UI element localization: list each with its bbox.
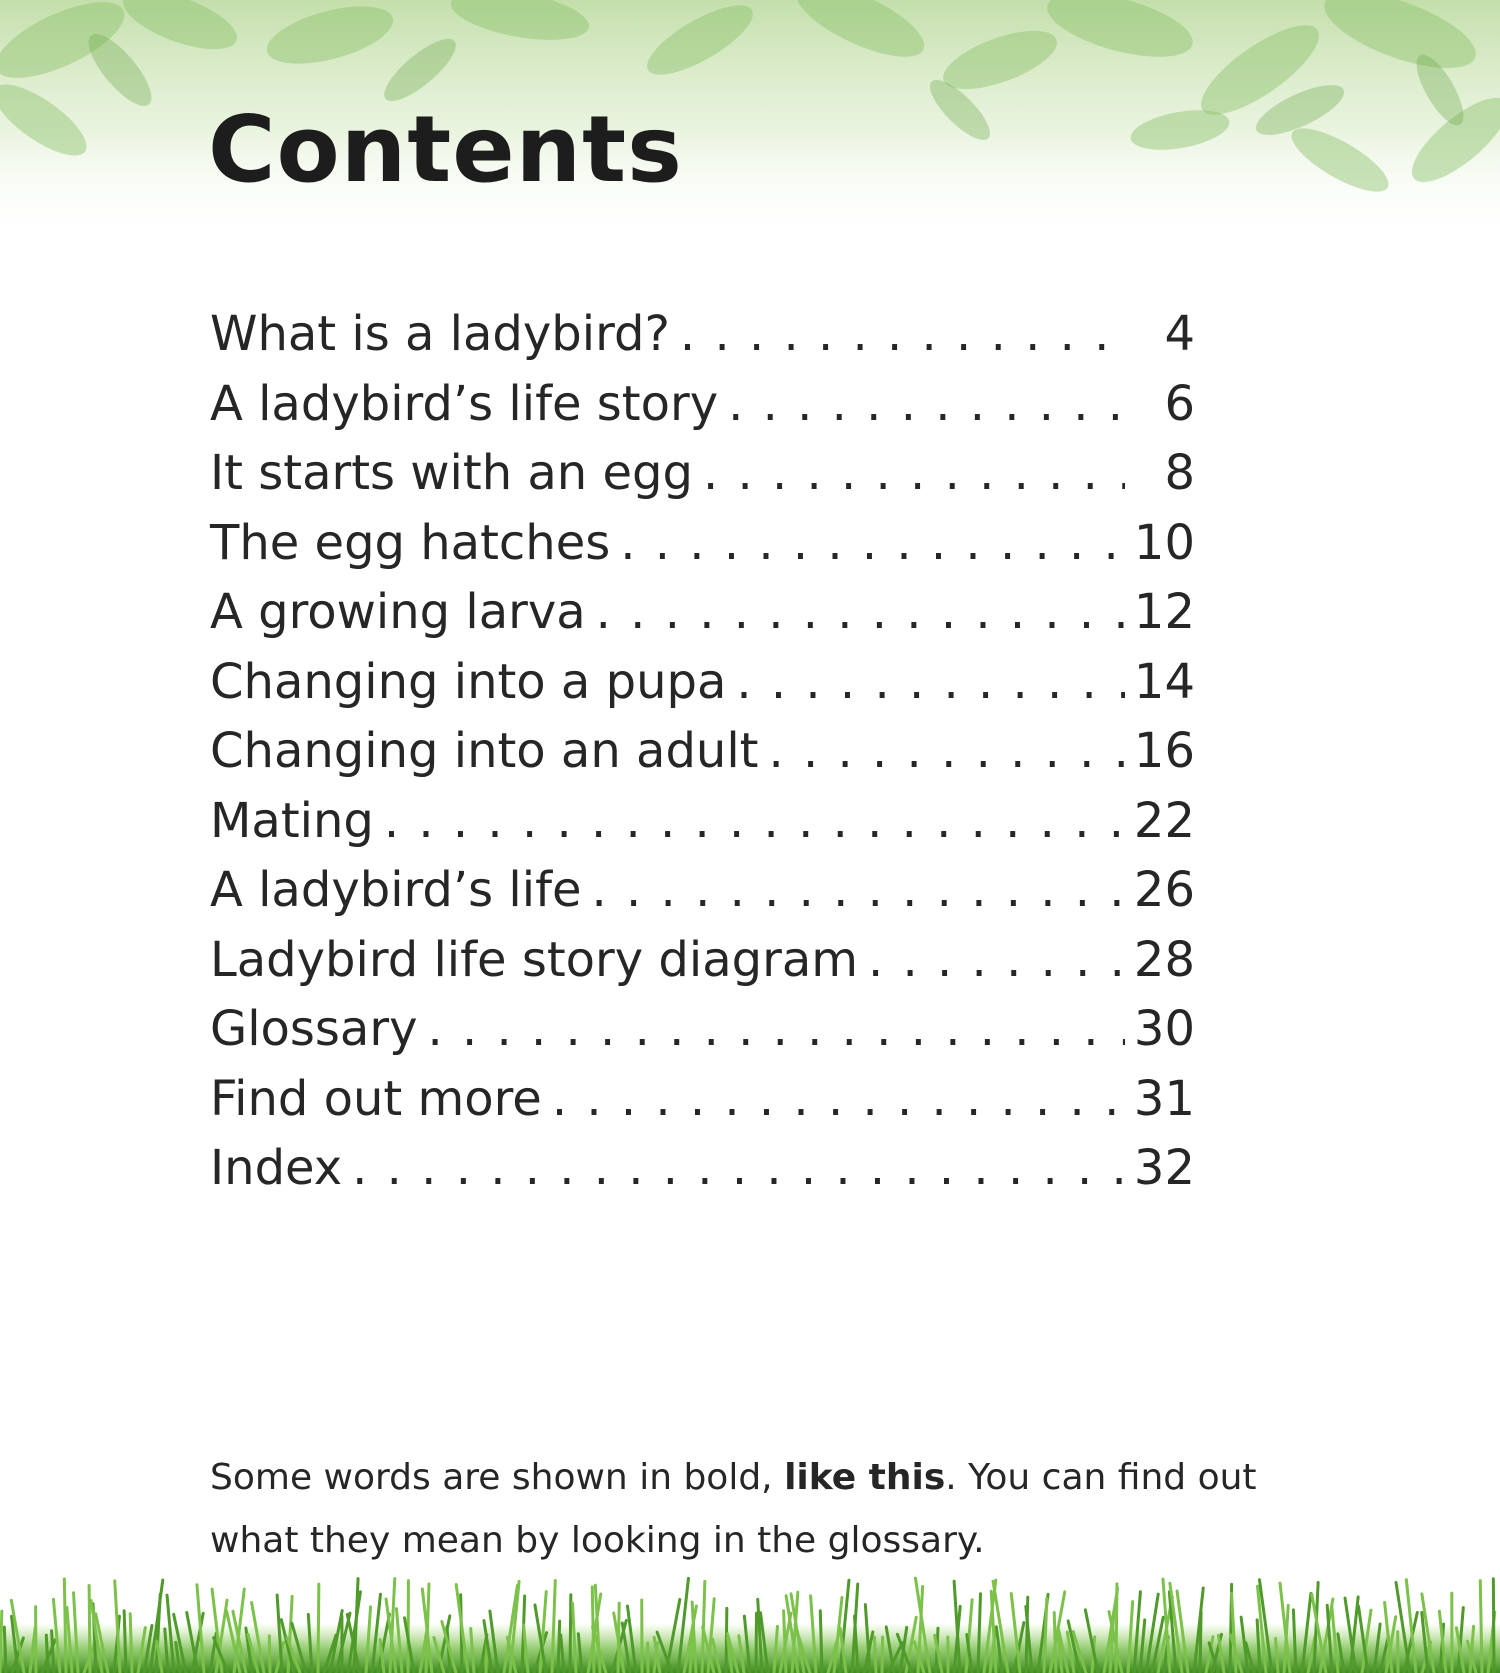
- toc-entry-title: The egg hatches: [210, 514, 611, 571]
- grass-blade: [820, 1611, 822, 1673]
- toc-dot-leader: [596, 578, 1125, 648]
- toc-dot-leader: [680, 300, 1125, 370]
- toc-entry-page: 8: [1164, 445, 1195, 501]
- toc-entry[interactable]: [210, 648, 1195, 718]
- toc-entry-title: Changing into a pupa: [210, 653, 727, 710]
- toc-entry[interactable]: [210, 578, 1195, 648]
- toc-entry[interactable]: [210, 370, 1195, 440]
- grass-blade: [269, 1636, 270, 1673]
- toc-dot-leader: [736, 648, 1125, 718]
- grass-blade: [1200, 1612, 1201, 1673]
- grass-blade: [4, 1627, 6, 1673]
- grass-blade: [570, 1595, 571, 1673]
- grass-blade: [1480, 1581, 1482, 1673]
- note-text: . You can find out what they mean by looking in the glossary.: [210, 1457, 1257, 1561]
- grass-blade: [882, 1637, 883, 1673]
- toc-entry-page: 16: [1133, 723, 1195, 779]
- toc-entry[interactable]: [210, 509, 1195, 579]
- toc-entry-page: 26: [1133, 862, 1195, 918]
- toc-dot-leader: [868, 926, 1125, 996]
- toc-dot-leader: [552, 1065, 1125, 1135]
- toc-entry[interactable]: [210, 995, 1195, 1065]
- toc-entry-page: 31: [1133, 1070, 1195, 1127]
- table-of-contents: [210, 300, 1195, 1204]
- toc-dot-leader: [728, 370, 1125, 440]
- toc-entry-title: What is a ladybird?: [210, 306, 670, 362]
- toc-dot-leader: [352, 1134, 1125, 1204]
- grass-blade: [130, 1614, 132, 1673]
- grass-blade: [124, 1611, 126, 1673]
- toc-entry-page: 10: [1133, 514, 1195, 571]
- toc-dot-leader: [592, 856, 1125, 926]
- toc-entry-page: 28: [1133, 931, 1195, 988]
- grass-blade: [1493, 1579, 1494, 1673]
- toc-entry-title: Find out more: [210, 1070, 542, 1127]
- toc-entry[interactable]: [210, 439, 1195, 509]
- toc-dot-leader: [703, 439, 1125, 509]
- toc-entry[interactable]: [210, 787, 1195, 857]
- grass-blade: [0, 1611, 2, 1673]
- toc-entry-title: A growing larva: [210, 584, 586, 640]
- grass-blade: [318, 1584, 319, 1673]
- grass-blade: [1054, 1613, 1056, 1673]
- toc-entry-title: It starts with an egg: [210, 445, 693, 501]
- toc-entry-title: A ladybird’s life: [210, 862, 582, 918]
- toc-entry-title: Ladybird life story diagram: [210, 931, 858, 988]
- glossary-note: [210, 1446, 1290, 1572]
- toc-entry-title: Mating: [210, 792, 374, 849]
- toc-entry-page: 30: [1133, 1001, 1195, 1057]
- toc-entry[interactable]: [210, 856, 1195, 926]
- toc-entry-page: 4: [1164, 306, 1195, 362]
- grass-blade: [558, 1621, 560, 1673]
- toc-dot-leader: [427, 995, 1125, 1065]
- toc-dot-leader: [620, 509, 1125, 579]
- toc-entry-page: 14: [1133, 653, 1195, 710]
- toc-entry-page: 12: [1133, 584, 1195, 640]
- grass-blade: [1116, 1584, 1117, 1673]
- note-text: Some words are shown in bold,: [210, 1457, 785, 1498]
- page-title: Contents: [208, 96, 683, 203]
- toc-entry-title: Changing into an adult: [210, 723, 759, 779]
- toc-entry-page: 32: [1133, 1140, 1195, 1196]
- grass-blade: [46, 1635, 48, 1673]
- toc-entry-title: Glossary: [210, 1001, 418, 1057]
- toc-entry[interactable]: [210, 1134, 1195, 1204]
- grass-strip: [0, 1573, 1500, 1673]
- grass-blade: [64, 1579, 66, 1673]
- toc-entry[interactable]: [210, 926, 1195, 996]
- grass-blade: [874, 1637, 876, 1673]
- toc-entry-title: A ladybird’s life story: [210, 375, 719, 432]
- toc-entry[interactable]: [210, 300, 1195, 370]
- toc-dot-leader: [384, 787, 1125, 857]
- toc-dot-leader: [768, 717, 1125, 787]
- toc-entry-page: 6: [1164, 375, 1195, 432]
- grass-blade: [89, 1586, 90, 1673]
- toc-entry[interactable]: [210, 1065, 1195, 1135]
- toc-entry-page: 22: [1133, 792, 1195, 849]
- note-bold-example: like this: [784, 1457, 946, 1498]
- toc-entry[interactable]: [210, 717, 1195, 787]
- toc-entry-title: Index: [210, 1140, 343, 1196]
